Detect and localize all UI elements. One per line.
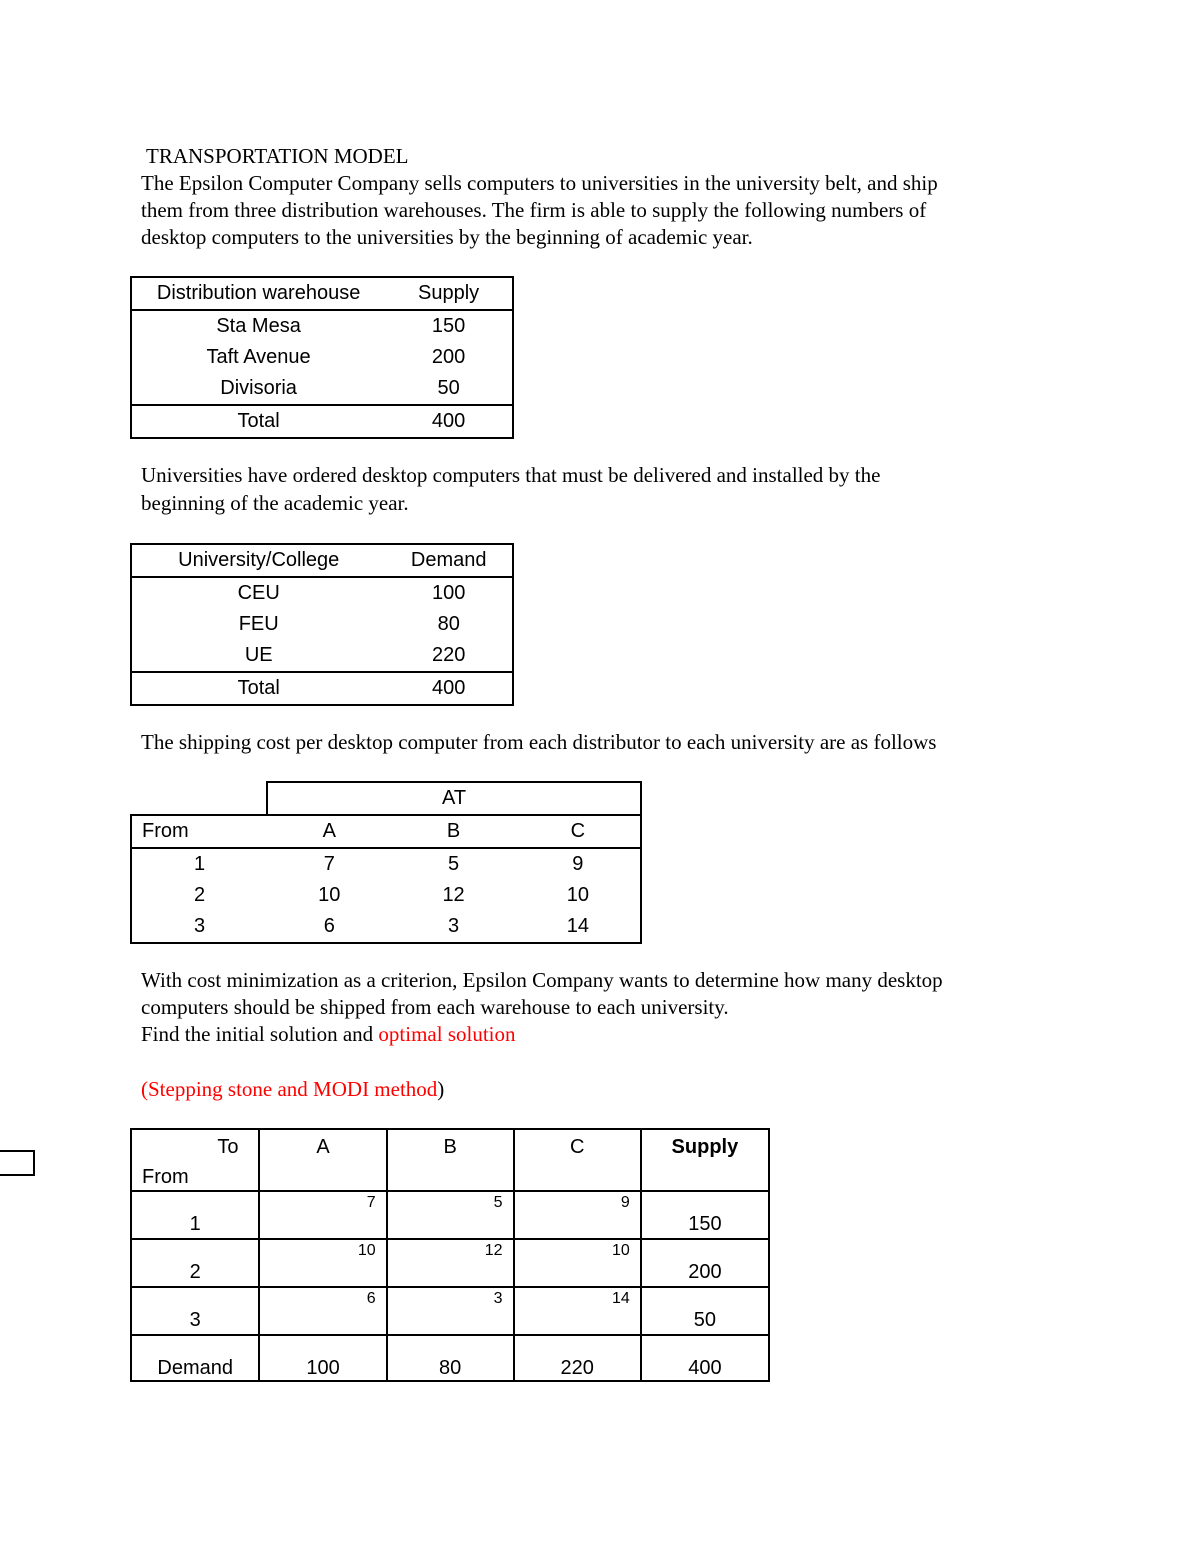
unit-cost: 6 [366,1290,376,1307]
origin-label: 1 [131,848,267,880]
find-prefix: Find the initial solution and [141,1022,379,1046]
cost-cell: 14 [516,911,641,943]
table-row [131,577,513,609]
university-name: CEU [237,582,280,604]
cost-cell: 10 [516,880,641,911]
table-row [131,1191,769,1239]
total-value: 400 [385,405,513,438]
cost-cell: 12 [442,884,465,906]
from-label: From [131,815,267,848]
supply-cell: 150 [641,1191,769,1239]
supply-header: Supply [641,1129,769,1191]
supply-header-supply: Supply [385,277,513,310]
table-row [131,373,513,405]
cost-intro: The shipping cost per desktop computer from each distributor to each university are as follows [141,730,937,754]
supply-table [130,276,514,439]
empty-cell [131,782,267,815]
allocation-cell[interactable] [514,1191,641,1239]
demand-value: 80 [387,1335,514,1381]
table-row [131,1239,769,1287]
cost-cell: 3 [391,911,515,943]
origin-label: 3 [131,911,267,943]
row-label-cell: 3 [131,1287,259,1335]
at-label: AT [267,782,641,815]
cost-cell: 7 [323,853,335,875]
allocation-cell[interactable] [387,1191,514,1239]
row-label-cell: 1 [131,1191,259,1239]
university-name: FEU [238,613,279,635]
table-row [131,609,513,640]
university-demand: 100 [432,582,466,604]
total-row [131,672,513,705]
demand-row [131,1335,769,1381]
demand-intro-line-2: beginning of the academic year. [141,491,409,515]
cost-cell: 9 [516,848,641,880]
find-line [141,1021,1071,1048]
table-row [131,310,513,342]
allocation-cell[interactable] [387,1287,514,1335]
table-row [131,848,641,880]
university-demand: 220 [432,644,466,666]
demand-label: Demand [131,1335,259,1381]
demand-header-demand: Demand [385,544,513,577]
intro-line-1: The Epsilon Computer Company sells computers to universities in the university belt, and ship [141,171,938,195]
demand-table [130,543,514,706]
unit-cost: 14 [611,1290,630,1307]
unit-cost: 9 [620,1194,630,1211]
corner-cell [131,1129,259,1191]
transportation-tableau [130,1128,770,1382]
university-demand: 80 [437,613,460,635]
table-row [131,640,513,672]
supply-cell: 200 [641,1239,769,1287]
intro-line-3: desktop computers to the universities by the beginning of academic year. [141,225,753,249]
table-row [131,911,641,943]
demand-intro-line-1: Universities have ordered desktop computers that must be delivered and installed by the [141,463,881,487]
cost-cell: 6 [267,911,391,943]
to-label: To [217,1136,239,1158]
university-name: UE [244,644,273,666]
unit-cost: 3 [493,1290,503,1307]
method-line [141,1076,1071,1103]
table-row [131,880,641,911]
unit-cost: 5 [493,1194,503,1211]
from-label: From [142,1166,189,1188]
page-title: TRANSPORTATION MODEL [146,144,409,168]
column-header: B [387,1129,514,1191]
warehouse-name: Sta Mesa [216,315,301,337]
unit-cost: 12 [484,1242,503,1259]
warehouse-name: Divisoria [220,377,297,399]
warehouse-name: Taft Avenue [206,346,311,368]
column-header: C [514,1129,641,1191]
column-header: A [259,1129,386,1191]
allocation-cell[interactable] [514,1239,641,1287]
supply-cell: 50 [641,1287,769,1335]
cost-table [130,781,642,944]
table-row [131,1287,769,1335]
allocation-cell[interactable] [259,1287,386,1335]
allocation-cell[interactable] [387,1239,514,1287]
unit-cost: 10 [611,1242,630,1259]
method-close: ) [437,1077,445,1101]
warehouse-supply: 200 [431,346,466,368]
demand-header-university: University/College [131,544,385,577]
demand-value: 100 [259,1335,386,1381]
allocation-cell[interactable] [514,1287,641,1335]
allocation-cell[interactable] [259,1239,386,1287]
objective-line-2: computers should be shipped from each warehouse to each university. [141,995,729,1019]
demand-value: 220 [514,1335,641,1381]
total-row [131,405,513,438]
cost-cell: 10 [318,884,341,906]
supply-header-warehouse: Distribution warehouse [131,277,385,310]
table-row [131,342,513,373]
allocation-cell[interactable] [259,1191,386,1239]
total-label: Total [131,405,385,438]
intro-line-2: them from three distribution warehouses. The firm is able to supply the following numbers of [141,198,927,222]
cost-col-header: B [391,815,515,848]
grand-total: 400 [641,1335,769,1381]
origin-label: 2 [131,880,267,911]
unit-cost: 10 [357,1242,376,1259]
cost-col-header: C [516,815,641,848]
margin-box [0,1150,35,1176]
total-label: Total [131,672,385,705]
row-label-cell: 2 [131,1239,259,1287]
method-text: (Stepping stone and MODI method [141,1077,438,1101]
unit-cost: 7 [366,1194,376,1211]
total-value: 400 [385,672,513,705]
objective-line-1: With cost minimization as a criterion, Epsilon Company wants to determine how many desktop [141,968,943,992]
warehouse-supply: 50 [437,377,460,399]
cost-cell: 5 [448,853,460,875]
cost-col-header: A [267,815,391,848]
warehouse-supply: 150 [431,315,466,337]
find-highlight: optimal solution [378,1022,516,1046]
